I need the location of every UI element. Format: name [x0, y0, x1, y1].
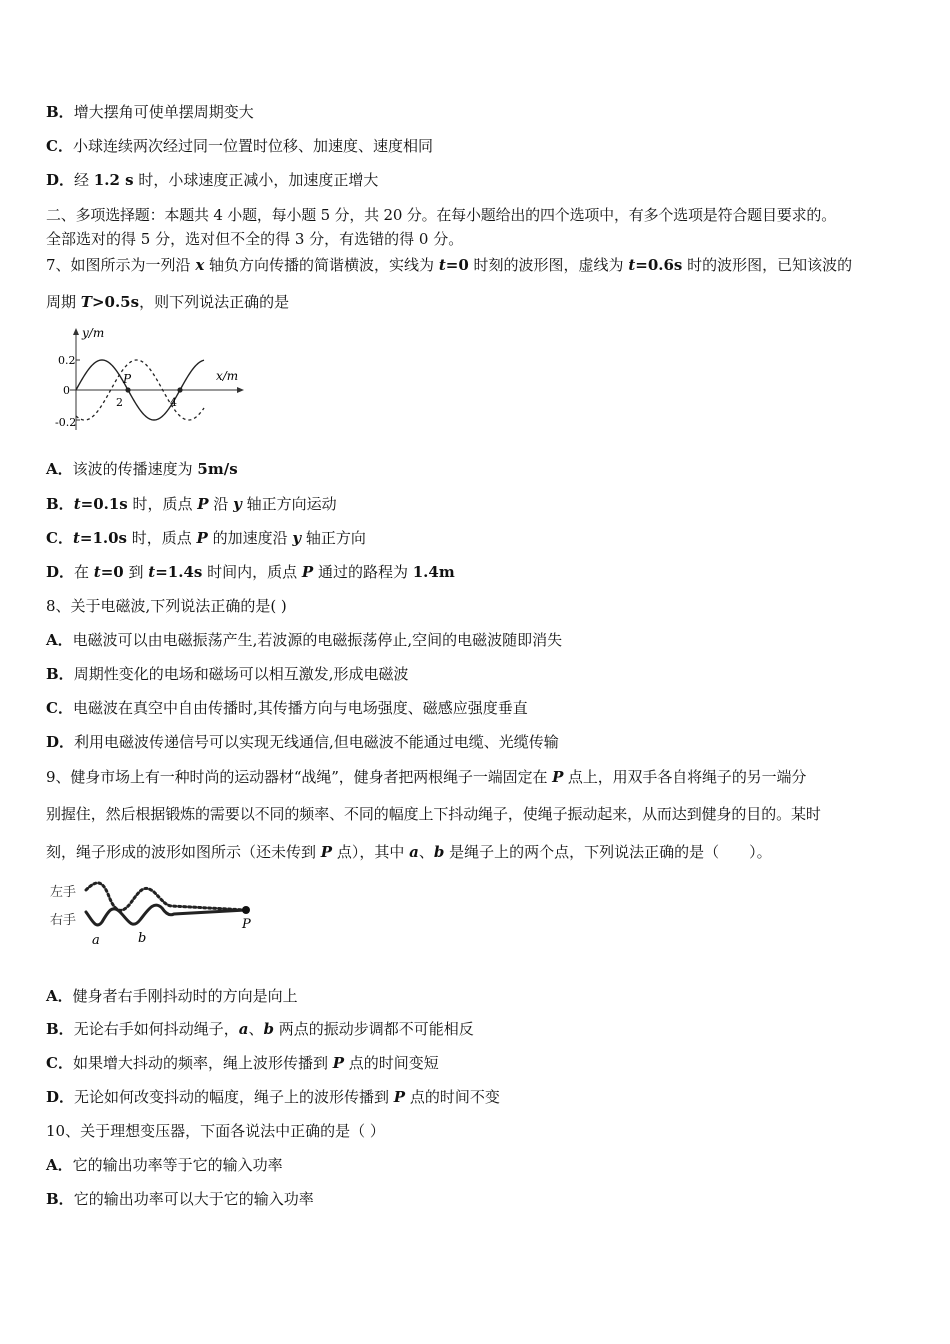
section-header-line1: 二、多项选择题：本题共 4 小题，每小题 5 分，共 20 分。在每小题给出的四个选项中，有多个选项是符合题目要求的。: [46, 206, 836, 224]
q9-option-c: C．如果增大抖动的频率，绳上波形传播到 P 点的时间变短: [46, 1054, 439, 1072]
x-tick-2: 2: [116, 396, 123, 409]
section-header-line2: 全部选对的得 5 分，选对但不全的得 3 分，有选错的得 0 分。: [46, 230, 464, 248]
y-axis-arrow-icon: [73, 328, 79, 335]
tick-label-zero: 0: [63, 384, 70, 397]
x-axis-label: x/m: [216, 369, 239, 383]
q7-wave-figure: [46, 322, 246, 434]
left-rope-dotted: [86, 883, 246, 910]
q7-option-a: A．该波的传播速度为 5m/s: [46, 460, 238, 478]
point-p-dot: [242, 906, 250, 914]
point-b-label: b: [138, 931, 147, 946]
q7-stem-line1: 7、如图所示为一列沿 x 轴负方向传播的简谐横波，实线为 t=0 时刻的波形图，虚线为 t=0.6s 时的波形图，已知该波的: [46, 256, 853, 274]
q8-option-b: B．周期性变化的电场和磁场可以相互激发,形成电磁波: [46, 665, 409, 683]
q10-stem: 10、关于理想变压器，下面各说法中正确的是（ ）: [46, 1122, 385, 1140]
q9-rope-figure: [46, 872, 266, 952]
q6-option-b: B．增大摆角可使单摆周期变大: [46, 103, 254, 121]
q8-option-c: C．电磁波在真空中自由传播时,其传播方向与电场强度、磁感应强度垂直: [46, 699, 528, 717]
q9-stem-line3: 刻，绳子形成的波形如图所示（还未传到 P 点），其中 a、b 是绳子上的两个点，下列说法正确的是（ ）。: [46, 843, 772, 861]
q9-option-a: A．健身者右手刚抖动时的方向是向上: [46, 987, 298, 1005]
q8-option-a: A．电磁波可以由电磁振荡产生,若波源的电磁振荡停止,空间的电磁波随即消失: [46, 631, 563, 649]
q9-stem-line1: 9、健身市场上有一种时尚的运动器材“战绳”，健身者把两根绳子一端固定在 P 点上，用双手各自将绳子的另一端分: [46, 768, 807, 786]
q9-stem-line2: 别握住，然后根据锻炼的需要以不同的频率、不同的幅度上下抖动绳子，使绳子振动起来，从而达到健身的目的。某时: [46, 805, 821, 823]
point-p: [125, 387, 130, 392]
q9-option-d: D．无论如何改变抖动的幅度，绳子上的波形传播到 P 点的时间不变: [46, 1088, 500, 1106]
q10-option-a: A．它的输出功率等于它的输入功率: [46, 1156, 283, 1174]
y-axis-label: y/m: [82, 326, 105, 340]
q9-option-b: B．无论右手如何抖动绳子，a、b 两点的振动步调都不可能相反: [46, 1020, 474, 1038]
q7-option-b: B．t=0.1s 时，质点 P 沿 y 轴正方向运动: [46, 495, 337, 513]
tick-label-pos: 0.2: [58, 354, 76, 367]
point-p-label: P: [242, 917, 251, 932]
x-axis-arrow-icon: [237, 387, 244, 393]
left-hand-label: 左手: [50, 885, 77, 900]
right-hand-label: 右手: [50, 913, 77, 928]
q10-option-b: B．它的输出功率可以大于它的输入功率: [46, 1190, 314, 1208]
q6-option-d: D．经 1.2 s 时，小球速度正减小，加速度正增大: [46, 171, 379, 189]
q8-option-d: D．利用电磁波传递信号可以实现无线通信,但电磁波不能通过电缆、光缆传输: [46, 733, 559, 751]
point-x4: [177, 387, 182, 392]
q8-stem: 8、关于电磁波,下列说法正确的是( ): [46, 597, 287, 615]
q7-stem-line2: 周期 T>0.5s，则下列说法正确的是: [46, 293, 290, 311]
tick-label-neg: -0.2: [55, 416, 77, 429]
x-tick-4: 4: [170, 396, 177, 409]
q6-option-c: C．小球连续两次经过同一位置时位移、加速度、速度相同: [46, 137, 433, 155]
q7-option-c: C．t=1.0s 时，质点 P 的加速度沿 y 轴正方向: [46, 529, 366, 547]
point-p-label: P: [123, 372, 132, 386]
point-a-label: a: [92, 933, 100, 948]
q7-option-d: D．在 t=0 到 t=1.4s 时间内，质点 P 通过的路程为 1.4m: [46, 563, 455, 581]
